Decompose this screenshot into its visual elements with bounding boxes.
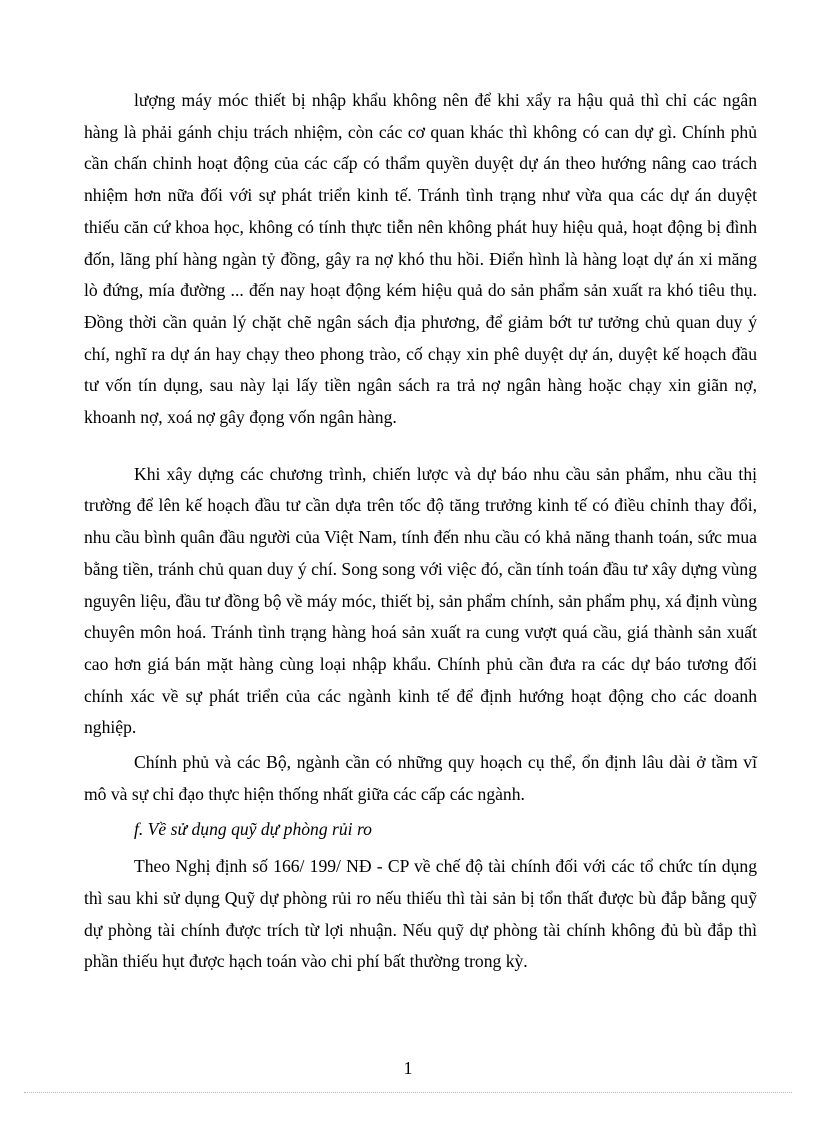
section-heading: f. Về sử dụng quỹ dự phòng rủi ro: [134, 819, 372, 840]
body-paragraph: Khi xây dựng các chương trình, chiến lược và dự báo nhu cầu sản phẩm, nhu cầu thị trường để lên kế hoạch đầu tư cần dựa trên tốc độ tăng trưởng kinh tế có điều chỉnh thay đổi, nhu cầu bình quân đầu người của Việt Nam, tính đến nhu cầu có khả năng thanh toán, sức mua bằng tiền, tránh chủ quan duy ý chí. Song song với việc đó, cần tính toán đầu tư xây dựng vùng nguyên liệu, đầu tư đồng bộ về máy móc, thiết bị, sản phẩm chính, sản phẩm phụ, xá định vùng chuyên môn hoá. Tránh tình trạng hàng hoá sản xuất ra cung vượt quá cầu, giá thành sản xuất cao hơn giá bán mặt hàng cùng loại nhập khẩu. Chính phủ cần đưa ra các dự báo tương đối chính xác về sự phát triển của các ngành kinh tế để định hướng hoạt động cho các doanh nghiệp.: [84, 463, 757, 738]
document-body: [84, 85, 757, 978]
body-paragraph: lượng máy móc thiết bị nhập khẩu không nên để khi xẩy ra hậu quả thì chỉ các ngân hàng là phải gánh chịu trách nhiệm, còn các cơ quan khác thì không có can dự gì. Chính phủ cần chấn chỉnh hoạt động của các cấp có thẩm quyền duyệt dự án theo hướng nâng cao trách nhiệm hơn nữa đối với sự phát triển kinh tế. Tránh tình trạng như vừa qua các dự án duyệt thiếu căn cứ khoa học, không có tính thực tiễn nên không phát huy hiệu quả, hoạt động bị đình đốn, lãng phí hàng ngàn tỷ đồng, gây ra nợ khó thu hồi. Điển hình là hàng loạt dự án xi măng lò đứng, mía đường ... đến nay hoạt động kém hiệu quả do sản phẩm sản xuất ra khó tiêu thụ. Đồng thời cần quản lý chặt chẽ ngân sách địa phương, để giảm bớt tư tưởng chủ quan duy ý chí, nghĩ ra dự án hay chạy theo phong trào, cố chạy xin phê duyệt dự án, duyệt kế hoạch đầu tư vốn tín dụng, sau này lại lấy tiền ngân sách ra trả nợ ngân hàng hoặc chạy xin giãn nợ, khoanh nợ, xoá nợ gây đọng vốn ngân hàng.: [84, 90, 757, 428]
footer-divider: [24, 1092, 792, 1093]
page-number: 1: [403, 1058, 413, 1078]
body-paragraph: Chính phủ và các Bộ, ngành cần có những quy hoạch cụ thể, ổn định lâu dài ở tầm vĩ mô và sự chỉ đạo thực hiện thống nhất giữa các cấp các ngành.: [84, 752, 757, 804]
body-paragraph: Theo Nghị định số 166/ 199/ NĐ - CP về chế độ tài chính đối với các tổ chức tín dụng thì sau khi sử dụng Quỹ dự phòng rủi ro nếu thiếu thì tài sản bị tổn thất được bù đắp bằng quỹ dự phòng tài chính được trích từ lợi nhuận. Nếu quỹ dự phòng tài chính không đủ bù đắp thì phần thiếu hụt được hạch toán vào chi phí bất thường trong kỳ.: [84, 856, 757, 972]
